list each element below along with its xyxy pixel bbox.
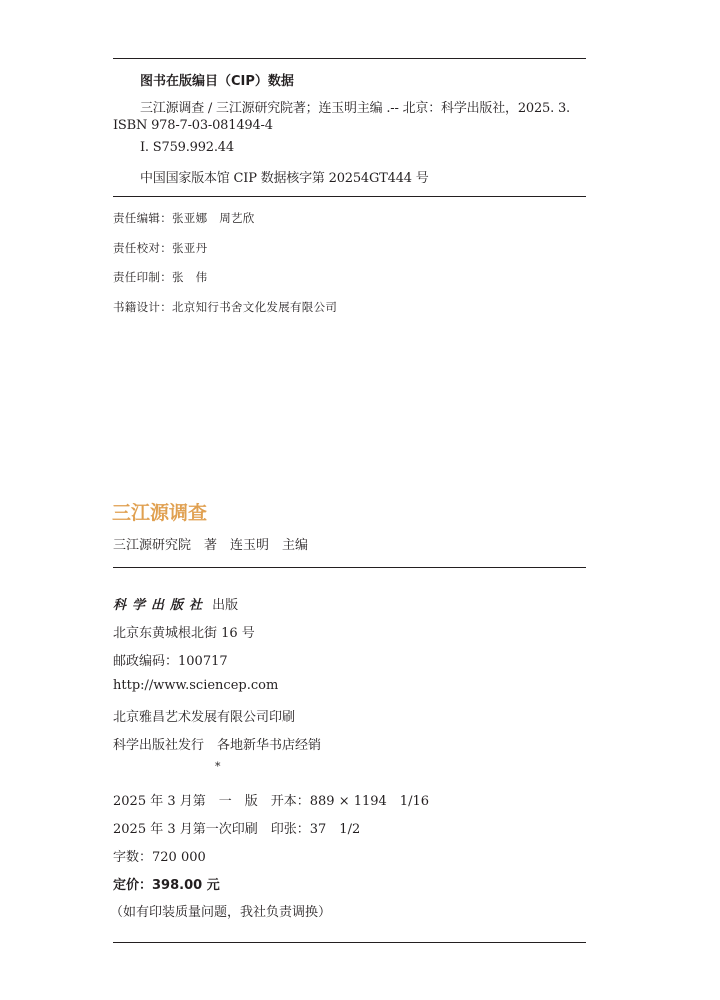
cip-classification: Ⅰ. S759.992.44 xyxy=(140,140,234,155)
cip-line-1: 三江源调查 / 三江源研究院著；连玉明主编 .-- 北京：科学出版社，2025. 3. xyxy=(140,101,570,116)
cip-isbn: ISBN 978-7-03-081494-4 xyxy=(113,118,273,133)
quality-notice: （如有印装质量问题，我社负责调换） xyxy=(110,905,332,920)
title-bottom-rule xyxy=(113,567,586,568)
cip-bottom-rule xyxy=(113,196,586,197)
printing-info: 2025 年 3 月第一次印刷 印张：37 1/2 xyxy=(113,822,361,837)
responsible-editor: 责任编辑：张亚娜 周艺欣 xyxy=(113,211,255,225)
bottom-rule xyxy=(113,942,586,943)
responsible-printing: 责任印制：张 伟 xyxy=(113,270,208,284)
book-title: 三江源调查 xyxy=(112,502,208,524)
publish-word: 出版 xyxy=(212,598,239,613)
printer: 北京雅昌艺术发展有限公司印刷 xyxy=(113,710,296,725)
price: 定价：398.00 元 xyxy=(113,878,220,893)
separator-asterisk: * xyxy=(215,760,221,773)
responsible-proofreader: 责任校对：张亚丹 xyxy=(113,241,208,255)
book-design: 书籍设计：北京知行书舍文化发展有限公司 xyxy=(113,300,338,314)
publisher-line xyxy=(113,594,238,613)
publisher-address: 北京东黄城根北街 16 号 xyxy=(113,626,255,641)
cip-verification: 中国国家版本馆 CIP 数据核字第 20254GT444 号 xyxy=(140,171,429,186)
top-rule xyxy=(113,58,586,59)
distribution: 科学出版社发行 各地新华书店经销 xyxy=(113,738,322,753)
cip-heading: 图书在版编目（CIP）数据 xyxy=(140,74,294,89)
publisher-logo: 科学出版社 xyxy=(113,598,209,613)
word-count: 字数：720 000 xyxy=(113,850,206,865)
publisher-postcode: 邮政编码：100717 xyxy=(113,654,228,669)
publisher-website: http://www.sciencep.com xyxy=(113,678,279,693)
book-authors: 三江源研究院 著 连玉明 主编 xyxy=(113,538,309,553)
edition-info: 2025 年 3 月第 一 版 开本：889 × 1194 1/16 xyxy=(113,794,429,809)
